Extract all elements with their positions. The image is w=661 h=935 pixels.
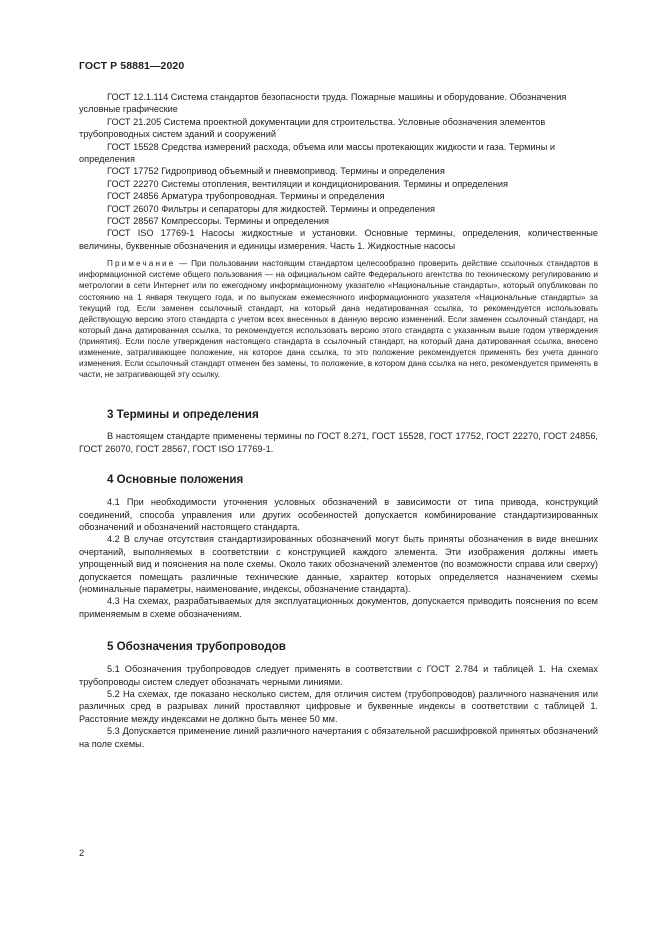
reference-item: ГОСТ 15528 Средства измерений расхода, объема или массы протекающих жидкости и газа. Термины и определения xyxy=(79,141,555,165)
note xyxy=(79,258,598,380)
section-5-paragraph: 5.3 Допускается применение линий различного начертания с обязательной расшифровкой принятых обозначений на поле схемы. xyxy=(79,726,598,749)
document-header: ГОСТ Р 58881—2020 xyxy=(79,60,185,72)
reference-item: ГОСТ 12.1.114 Система стандартов безопасности труда. Пожарные машины и оборудование. Обозначения условные графические xyxy=(79,92,567,115)
reference-item: ГОСТ 28567 Компрессоры. Термины и определения xyxy=(107,216,329,227)
reference-item: ГОСТ 26070 Фильтры и сепараторы для жидкостей. Термины и определения xyxy=(107,203,435,214)
section-3-text: В настоящем стандарте применены термины по ГОСТ 8.271, ГОСТ 15528, ГОСТ 17752, ГОСТ 22270, ГОСТ 24856, ГОСТ 26070, ГОСТ 28567, ГОСТ ISO 17769-1. xyxy=(79,431,598,454)
reference-item: ГОСТ 17752 Гидропривод объемный и пневмопривод. Термины и определения xyxy=(107,166,445,177)
section-5-title: 5 Обозначения трубопроводов xyxy=(107,640,286,654)
reference-item: ГОСТ 24856 Арматура трубопроводная. Термины и определения xyxy=(107,191,385,202)
reference-list xyxy=(79,91,598,252)
reference-item: ГОСТ 21.205 Система проектной документации для строительства. Условные обозначения элементов трубопроводных систем зданий и сооружений xyxy=(79,116,546,140)
section-3-title: 3 Термины и определения xyxy=(107,408,259,422)
note-text: — При пользовании настоящим стандартом целесообразно проверить действие ссылочных стандартов в информационной системе общего пользования — на официальном сайте Федерального агентства по техническому регулированию и метрологии в сети Интернет или по ежегодному информационному указателю «Национальные стандарты», который опубликован по состоянию на 1 января текущего года, и по выпускам ежемесячного информационного указателя «Национальные стандарты» за текущий год. Если заменен ссылочный стандарт, на который дана недатированная ссылка, то рекомендуется использовать действующую версию этого стандарта с учетом всех внесенных в данную версию изменений. Если заменен ссылочный стандарт, на который дана датированная ссылка, то рекомендуется использовать версию этого стандарта с указанным выше годом утверждения (принятия). Если после утверждения настоящего стандарта в ссылочный стандарт, на который дана датированная ссылка, внесено изменение, затрагивающее положение, на которое дана ссылка, то это положение рекомендуется применять без учета данного изменения. Если ссылочный стандарт отменен без замены, то положение, в котором дана ссылка на него, рекомендуется применять в части, не затрагивающей эту ссылку. xyxy=(79,259,598,380)
section-4-paragraph: 4.1 При необходимости уточнения условных обозначений в зависимости от типа привода, конструкций соединений, способа управления или других особенностей допускается комбинирование стандартизированных обозначений и обозначений настоящего стандарта. xyxy=(79,497,598,532)
section-4-paragraph: 4.2 В случае отсутствия стандартизированных обозначений могут быть приняты обозначения в виде внешних очертаний, выполняемых в соответствии с конструкцией каждого элемента. Эти изображения должны иметь упрощенный вид и пояснения на поле схемы. Около таких обозначений элементов (по возможности справа или сверху) допускается помещать различные технические данные, характер которых определяется назначением схемы (номинальные параметры, наименование, индексы, обозначение стандарта). xyxy=(79,534,598,594)
page-content xyxy=(79,91,598,750)
section-5-paragraph: 5.2 На схемах, где показано несколько систем, для отличия систем (трубопроводов) различного назначения или различных сред в разрывах линий проставляют цифровые и буквенные индексы в соответствии с таблицей 1. Расстояние между индексами не должно быть менее 50 мм. xyxy=(79,689,598,724)
section-4-title: 4 Основные положения xyxy=(107,473,244,487)
section-4-paragraph: 4.3 На схемах, разрабатываемых для эксплуатационных документов, допускается приводить пояснения по всем применяемым в схеме обозначениям. xyxy=(79,596,598,619)
reference-item: ГОСТ ISO 17769-1 Насосы жидкостные и установки. Основные термины, определения, количественные величины, буквенные обозначения и единицы измерения. Часть 1. Жидкостные насосы xyxy=(79,228,598,251)
section-5-paragraph: 5.1 Обозначения трубопроводов следует применять в соответствии с ГОСТ 2.784 и таблицей 1. На схемах трубопроводы систем следует обозначать черными линиями. xyxy=(79,664,598,687)
note-label: Примечание xyxy=(107,259,176,269)
reference-item: ГОСТ 22270 Системы отопления, вентиляции и кондиционирования. Термины и определения xyxy=(107,178,508,189)
page-number: 2 xyxy=(79,848,85,859)
